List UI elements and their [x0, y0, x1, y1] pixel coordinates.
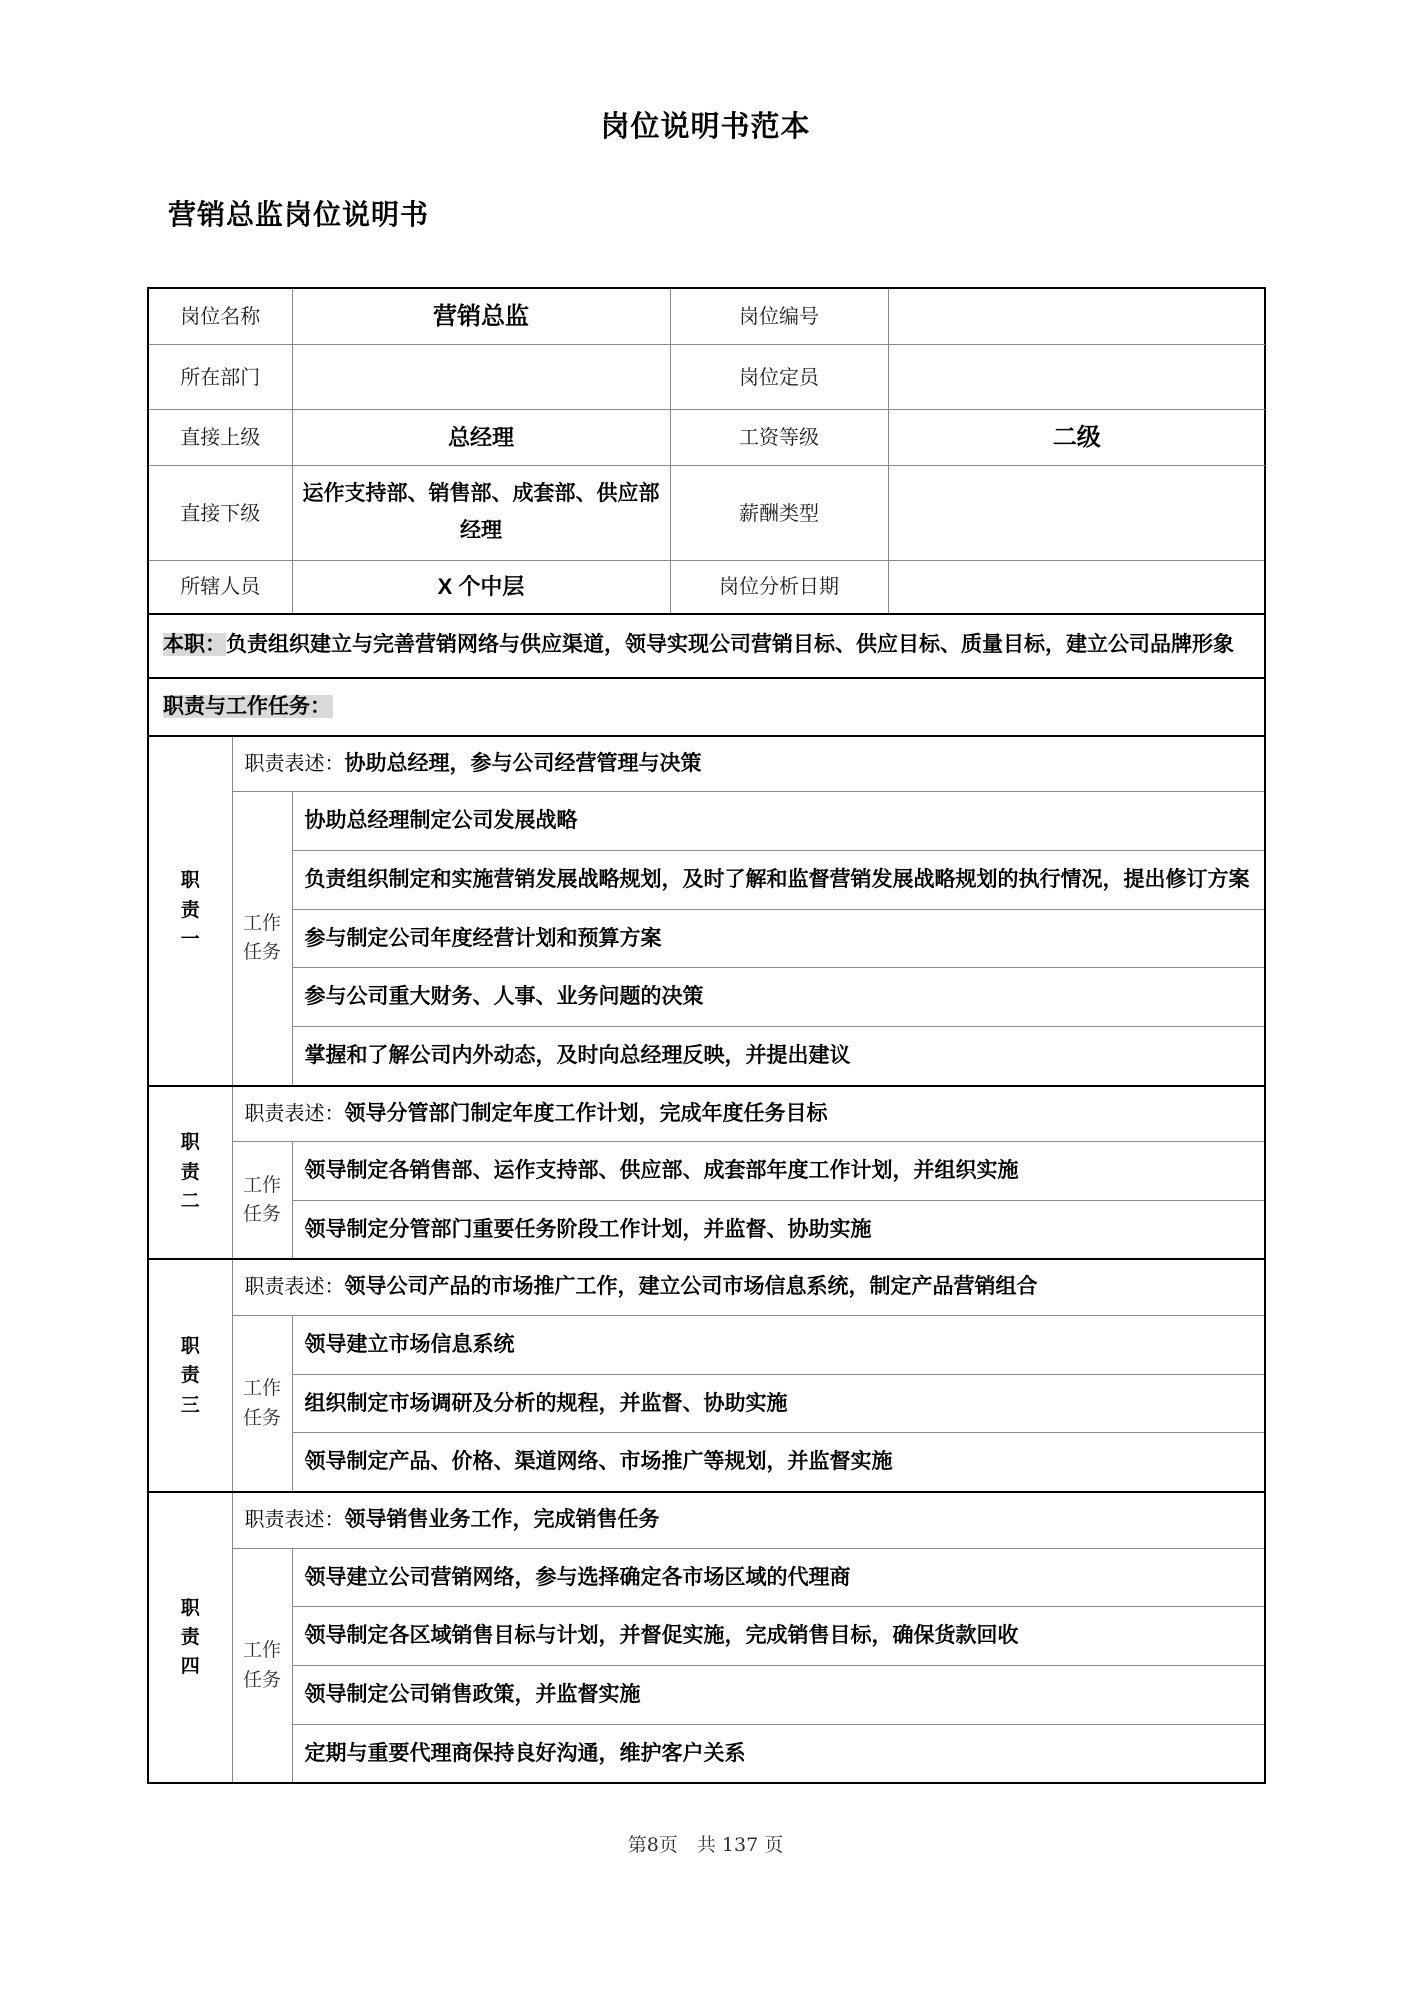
info-label-2: 薪酬类型	[739, 500, 819, 525]
task-list	[293, 1142, 1265, 1258]
task-label	[232, 1316, 292, 1493]
info-value-2	[889, 492, 1266, 534]
info-value-cell	[292, 560, 670, 614]
task-text: 参与制定公司年度经营计划和预算方案	[304, 926, 662, 950]
list-item	[293, 1433, 1265, 1491]
duties-header-cell	[148, 678, 1265, 736]
table-row	[148, 288, 1265, 345]
duty-desc-label: 职责表述：	[244, 1274, 345, 1299]
duty-description-text: 领导分管部门制定年度工作计划，完成年度任务目标	[344, 1101, 828, 1125]
table-row	[148, 560, 1265, 614]
duty-description-cell	[232, 1086, 1265, 1142]
table-row	[148, 345, 1265, 410]
duty-index-char: 职	[180, 1597, 200, 1619]
info-label-cell	[148, 345, 292, 410]
duty-index-char: 三	[180, 1394, 200, 1416]
task-label	[232, 1142, 292, 1260]
list-item	[293, 850, 1265, 909]
duty-desc-label: 职责表述：	[244, 1100, 345, 1125]
task-text: 领导建立公司营销网络，参与选择确定各市场区域的代理商	[304, 1565, 851, 1589]
task-text: 领导制定各销售部、运作支持部、供应部、成套部年度工作计划，并组织实施	[304, 1159, 1019, 1183]
duty-description-text: 领导销售业务工作，完成销售任务	[344, 1508, 660, 1532]
duty-index-char: 二	[180, 1191, 200, 1213]
duty-description-block	[233, 737, 1266, 792]
task-text: 领导制定产品、价格、渠道网络、市场推广等规划，并监督实施	[304, 1450, 893, 1474]
list-item	[293, 1026, 1265, 1084]
duty-row	[148, 1259, 1265, 1315]
info-label-2: 岗位定员	[739, 364, 819, 389]
list-item	[293, 1666, 1265, 1725]
task-text: 领导制定分管部门重要任务阶段工作计划，并监督、协助实施	[304, 1217, 872, 1241]
duty-description-text: 协助总经理，参与公司经营管理与决策	[344, 751, 702, 775]
duty-tasks-row	[148, 792, 1265, 1086]
duty-index-char: 四	[180, 1656, 200, 1678]
duty-index-char: 责	[180, 1365, 200, 1387]
duty-tasks-cell	[292, 1316, 1265, 1493]
duty-description-text: 领导公司产品的市场推广工作，建立公司市场信息系统，制定产品营销组合	[344, 1275, 1038, 1299]
info-value: 营销总监	[433, 303, 529, 330]
list-item	[293, 1724, 1265, 1782]
duty-row	[148, 1492, 1265, 1548]
info-label: 直接上级	[180, 425, 261, 450]
duty-desc-label: 职责表述：	[244, 1507, 345, 1532]
benzhi-text: 负责组织建立与完善营销网络与供应渠道，领导实现公司营销目标、供应目标、质量目标，建立公司品牌形象	[226, 632, 1234, 656]
info-label-cell-2	[670, 410, 888, 466]
duty-index-char: 责	[180, 899, 200, 921]
table-row	[148, 466, 1265, 561]
page-title: 岗位说明书范本	[600, 109, 811, 143]
duty-index-char: 职	[180, 870, 200, 892]
task-label-line2: 任务	[242, 1668, 281, 1691]
info-label-cell	[148, 560, 292, 614]
info-value-2	[889, 356, 1266, 398]
duty-index-char: 责	[180, 1161, 200, 1183]
duty-index-char: 职	[180, 1335, 200, 1357]
duty-tasks-cell	[292, 1142, 1265, 1260]
benzhi-block	[149, 615, 1265, 677]
page-footer	[0, 1830, 1411, 1857]
duties-header-text: 职责与工作任务：	[163, 695, 331, 719]
info-label-cell-2	[670, 345, 888, 410]
info-label-cell	[148, 466, 292, 561]
duty-tasks-cell	[292, 792, 1265, 1086]
info-value-2: 二级	[1052, 424, 1101, 452]
task-label-line1: 工作	[242, 1173, 281, 1196]
info-value-2	[889, 296, 1266, 338]
duty-desc-label: 职责表述：	[244, 750, 345, 775]
spacer	[1266, 1645, 1290, 1687]
duty-tasks-cell	[292, 1548, 1265, 1783]
spacer	[1266, 1180, 1290, 1222]
info-label-cell-2	[670, 560, 888, 614]
duty-row	[148, 1086, 1265, 1142]
info-label-2: 工资等级	[739, 425, 819, 450]
duty-index-char: 一	[180, 929, 200, 951]
info-label-cell	[148, 410, 292, 466]
duties-header-row	[148, 678, 1265, 736]
duty-description-cell	[232, 736, 1265, 792]
task-text: 负责组织制定和实施营销发展战略规划，及时了解和监督营销发展战略规划的执行情况，提出修订方案	[304, 867, 1250, 891]
info-value-cell-2	[888, 288, 1265, 345]
task-text: 参与公司重大财务、人事、业务问题的决策	[304, 985, 704, 1009]
duties-header-block	[149, 679, 1265, 735]
info-value-cell	[292, 345, 670, 410]
info-label-cell-2	[670, 466, 888, 561]
list-item	[293, 909, 1265, 968]
info-value-cell	[292, 410, 670, 466]
task-text: 定期与重要代理商保持良好沟通，维护客户关系	[304, 1741, 746, 1765]
info-value-cell-2	[888, 466, 1265, 561]
duty-tasks-row	[148, 1548, 1265, 1783]
duty-description-block	[233, 1087, 1266, 1142]
info-value	[293, 345, 670, 409]
list-item	[293, 1142, 1265, 1200]
duty-description-cell	[232, 1492, 1265, 1548]
list-item	[293, 1549, 1265, 1607]
info-label: 直接下级	[180, 500, 261, 525]
info-label: 所在部门	[180, 364, 261, 389]
list-item	[293, 1607, 1265, 1666]
spacer	[1266, 1383, 1290, 1425]
duty-tasks-row	[148, 1316, 1265, 1493]
info-value-2	[889, 566, 1266, 608]
table-row	[148, 410, 1265, 466]
duty-index-char: 职	[180, 1132, 200, 1154]
duty-tasks-row	[148, 1142, 1265, 1260]
duty-index	[148, 1492, 232, 1783]
info-label-2: 岗位编号	[739, 304, 819, 329]
task-label-line1: 工作	[242, 1377, 281, 1400]
info-value: 运作支持部、销售部、成套部、供应部经理	[302, 482, 660, 543]
list-item	[293, 1316, 1265, 1374]
benzhi-cell	[148, 614, 1265, 678]
benzhi-row	[148, 614, 1265, 678]
info-value-cell-2	[888, 410, 1265, 466]
info-label: 岗位名称	[180, 304, 261, 329]
duty-index	[148, 1259, 232, 1492]
duty-index	[148, 1086, 232, 1260]
info-value: X 个中层	[437, 573, 525, 599]
task-label-line2: 任务	[242, 1203, 281, 1226]
task-label-line1: 工作	[242, 911, 281, 934]
task-text: 领导建立市场信息系统	[304, 1333, 515, 1357]
task-label-line1: 工作	[242, 1639, 281, 1662]
page-number-text: 第8页 共 137 页	[627, 1834, 784, 1857]
duty-row	[148, 736, 1265, 792]
info-value: 总经理	[447, 424, 514, 450]
info-label-2: 岗位分析日期	[719, 574, 839, 599]
task-text: 掌握和了解公司内外动态，及时向总经理反映，并提出建议	[304, 1043, 851, 1067]
list-item	[293, 968, 1265, 1027]
info-value-cell-2	[888, 345, 1265, 410]
task-text: 领导制定公司销售政策，并监督实施	[304, 1683, 641, 1707]
info-value-cell-2	[888, 560, 1265, 614]
task-label-line2: 任务	[242, 941, 281, 964]
job-description-table-wrap	[147, 287, 1264, 1784]
task-list	[293, 792, 1265, 1084]
task-text: 领导制定各区域销售目标与计划，并督促实施，完成销售目标，确保货款回收	[304, 1624, 1019, 1648]
list-item	[293, 1200, 1265, 1258]
info-value-cell	[292, 288, 670, 345]
info-label-cell	[148, 288, 292, 345]
task-list	[293, 1316, 1265, 1491]
duty-index	[148, 736, 232, 1086]
list-item	[293, 1374, 1265, 1433]
duty-index-char: 责	[180, 1627, 200, 1649]
task-label-line2: 任务	[242, 1406, 281, 1429]
benzhi-label: 本职：	[163, 632, 226, 656]
duty-description-block	[233, 1260, 1266, 1315]
info-label-cell-2	[670, 288, 888, 345]
task-label	[232, 792, 292, 1086]
document-subtitle: 营销总监岗位说明书	[168, 199, 430, 230]
info-label: 所辖人员	[180, 574, 261, 599]
spacer	[1266, 918, 1290, 960]
duty-description-block	[233, 1493, 1266, 1548]
task-text: 组织制定市场调研及分析的规程，并监督、协助实施	[304, 1391, 788, 1415]
task-label	[232, 1548, 292, 1783]
list-item	[293, 792, 1265, 850]
task-text: 协助总经理制定公司发展战略	[304, 809, 578, 833]
info-value-cell	[292, 466, 670, 561]
task-list	[293, 1549, 1265, 1783]
duty-description-cell	[232, 1259, 1265, 1315]
job-description-table	[147, 287, 1266, 1784]
